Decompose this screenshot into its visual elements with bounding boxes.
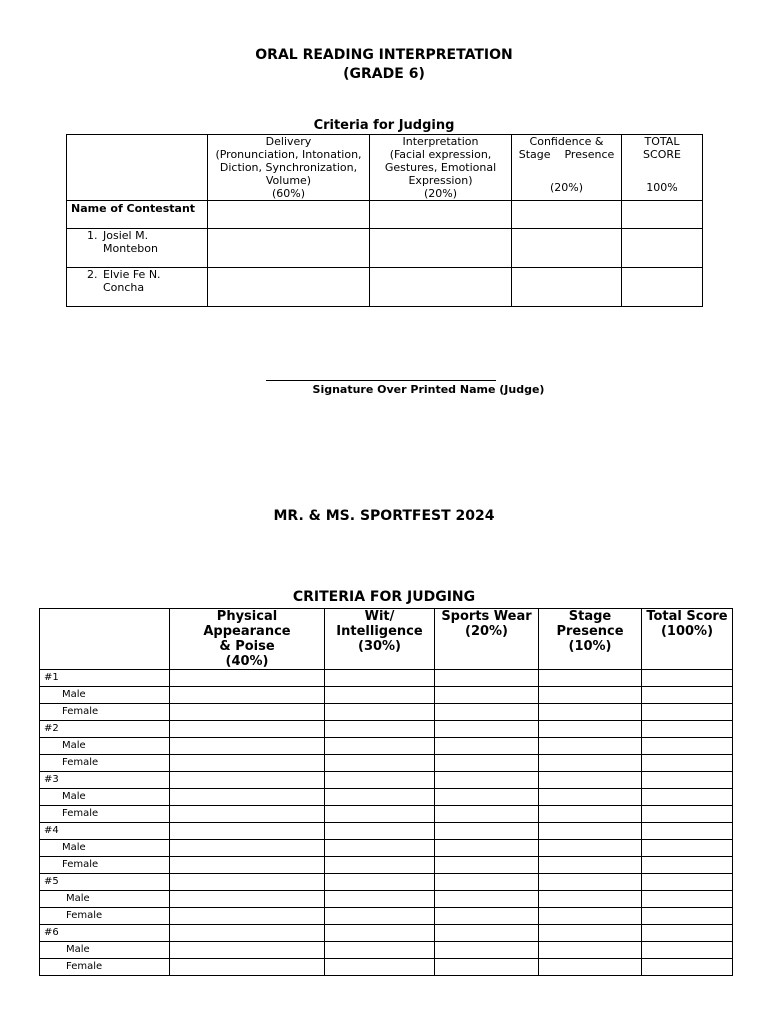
table-row: [40, 806, 733, 823]
score-cell[interactable]: [170, 789, 325, 806]
sportfest-header-row: [40, 609, 733, 670]
score-cell[interactable]: [539, 891, 642, 908]
header-text: Stage: [568, 609, 612, 624]
score-cell[interactable]: [170, 925, 325, 942]
score-cell[interactable]: [539, 857, 642, 874]
contestant-gender-label: Female: [40, 857, 170, 874]
table-row: [40, 840, 733, 857]
score-cell[interactable]: [512, 268, 622, 307]
score-cell[interactable]: [642, 840, 733, 857]
contestant-name-line: Concha: [103, 281, 145, 294]
contestant-name-line: Elvie Fe N.: [103, 268, 161, 281]
score-cell[interactable]: [435, 959, 539, 976]
score-cell[interactable]: [325, 908, 435, 925]
contestant-gender-label: Female: [40, 806, 170, 823]
contestant-gender-label: Male: [40, 840, 170, 857]
header-text: Gestures, Emotional: [384, 161, 497, 174]
score-cell[interactable]: [642, 806, 733, 823]
header-text: Appearance: [203, 624, 291, 639]
sportfest-criteria-table: [39, 608, 733, 976]
header-text: Intelligence: [336, 624, 423, 639]
score-cell[interactable]: [512, 201, 622, 229]
header-text: & Poise: [219, 639, 275, 654]
score-cell[interactable]: [325, 891, 435, 908]
score-cell[interactable]: [325, 959, 435, 976]
score-cell[interactable]: [642, 908, 733, 925]
pair-number-label: #2: [40, 721, 170, 738]
table-row: [40, 738, 733, 755]
contestant-name-line: Josiel M.: [103, 229, 149, 242]
interpretation-header: [370, 135, 512, 201]
score-cell[interactable]: [539, 687, 642, 704]
score-cell[interactable]: [539, 755, 642, 772]
score-cell[interactable]: [642, 738, 733, 755]
score-cell[interactable]: [539, 840, 642, 857]
header-text: (Pronunciation, Intonation,: [215, 148, 362, 161]
score-cell[interactable]: [170, 823, 325, 840]
total-score-header: [622, 135, 703, 201]
score-cell[interactable]: [642, 857, 733, 874]
score-cell[interactable]: [325, 823, 435, 840]
score-cell[interactable]: [370, 201, 512, 229]
sportfest-title: MR. & MS. SPORTFEST 2024: [273, 508, 495, 524]
header-text: (10%): [568, 639, 612, 654]
score-cell[interactable]: [170, 721, 325, 738]
score-cell[interactable]: [170, 704, 325, 721]
score-cell[interactable]: [170, 670, 325, 687]
score-cell[interactable]: [435, 806, 539, 823]
contestant-gender-label: Female: [40, 959, 170, 976]
table-row: [40, 721, 733, 738]
header-weight: 100%: [646, 181, 678, 194]
contestant-gender-label: Male: [40, 738, 170, 755]
contestant-gender-label: Male: [40, 687, 170, 704]
header-text: Interpretation: [402, 135, 479, 148]
criteria-title: Criteria for Judging: [313, 118, 455, 133]
contestant-number: 1.: [87, 229, 98, 242]
score-cell[interactable]: [435, 755, 539, 772]
score-cell[interactable]: [170, 908, 325, 925]
header-text: (Facial expression,: [389, 148, 492, 161]
score-cell[interactable]: [435, 840, 539, 857]
score-cell[interactable]: [642, 959, 733, 976]
contestant-number: 2.: [87, 268, 98, 281]
score-cell[interactable]: [539, 738, 642, 755]
blank-header-cell: [67, 135, 208, 201]
blank-header-cell: [40, 609, 170, 670]
header-text: (20%): [465, 624, 508, 639]
score-cell[interactable]: [642, 891, 733, 908]
table-row: [40, 670, 733, 687]
table-row: [40, 942, 733, 959]
score-cell[interactable]: [325, 874, 435, 891]
score-cell[interactable]: [170, 806, 325, 823]
score-cell[interactable]: [622, 268, 703, 307]
header-text: Sports Wear: [441, 609, 532, 624]
header-text: (40%): [225, 654, 269, 669]
contestant-gender-label: Male: [40, 789, 170, 806]
header-text: Confidence &: [529, 135, 604, 148]
pair-number-label: #5: [40, 874, 170, 891]
score-cell[interactable]: [325, 738, 435, 755]
score-cell[interactable]: [539, 925, 642, 942]
score-cell[interactable]: [170, 755, 325, 772]
contestant-name-cell: [67, 229, 208, 268]
score-cell[interactable]: [435, 704, 539, 721]
score-cell[interactable]: [325, 670, 435, 687]
contestant-gender-label: Male: [40, 891, 170, 908]
score-cell[interactable]: [435, 942, 539, 959]
pair-number-label: #3: [40, 772, 170, 789]
oral-reading-criteria-table: [66, 134, 703, 307]
score-cell[interactable]: [539, 942, 642, 959]
contestant-gender-label: Male: [40, 942, 170, 959]
score-cell[interactable]: [170, 959, 325, 976]
score-cell[interactable]: [325, 704, 435, 721]
score-cell[interactable]: [539, 806, 642, 823]
score-cell[interactable]: [170, 942, 325, 959]
contestant-gender-label: Female: [40, 704, 170, 721]
table-row: [40, 959, 733, 976]
score-cell[interactable]: [539, 670, 642, 687]
signature-line: [266, 380, 496, 381]
table-row: [40, 925, 733, 942]
score-cell[interactable]: [325, 721, 435, 738]
header-text: TOTAL: [644, 135, 680, 148]
oral-reading-title: [0, 46, 768, 84]
header-text: Wit/: [364, 609, 395, 624]
score-cell[interactable]: [325, 857, 435, 874]
header-text: (60%): [271, 187, 306, 200]
score-cell[interactable]: [370, 268, 512, 307]
wit-intelligence-header: [325, 609, 435, 670]
header-text: Volume): [265, 174, 312, 187]
score-cell[interactable]: [622, 229, 703, 268]
table-row: [40, 772, 733, 789]
score-cell[interactable]: [435, 874, 539, 891]
score-cell[interactable]: [539, 874, 642, 891]
score-cell[interactable]: [325, 840, 435, 857]
score-cell[interactable]: [208, 229, 370, 268]
score-cell[interactable]: [435, 908, 539, 925]
score-cell[interactable]: [208, 268, 370, 307]
stage-presence-header: [539, 609, 642, 670]
score-cell[interactable]: [325, 942, 435, 959]
header-text: Physical: [216, 609, 278, 624]
score-cell[interactable]: [622, 201, 703, 229]
score-cell[interactable]: [642, 755, 733, 772]
contestant-name-cell: [67, 268, 208, 307]
score-cell[interactable]: [170, 687, 325, 704]
score-cell[interactable]: [642, 823, 733, 840]
score-cell[interactable]: [170, 857, 325, 874]
score-cell[interactable]: [539, 772, 642, 789]
contestant-gender-label: Female: [40, 908, 170, 925]
contestant-row: [67, 229, 703, 268]
score-cell[interactable]: [170, 772, 325, 789]
score-cell[interactable]: [642, 772, 733, 789]
score-cell[interactable]: [325, 806, 435, 823]
score-cell[interactable]: [435, 772, 539, 789]
score-cell[interactable]: [370, 229, 512, 268]
score-cell[interactable]: [642, 925, 733, 942]
header-text: Delivery: [265, 135, 312, 148]
sportfest-rows: [40, 670, 733, 976]
score-cell[interactable]: [539, 908, 642, 925]
confidence-header: [512, 135, 622, 201]
criteria-header-row: [67, 135, 703, 201]
score-cell[interactable]: [539, 789, 642, 806]
score-cell[interactable]: [170, 840, 325, 857]
header-weight: (20%): [549, 181, 584, 194]
header-text: Expression): [408, 174, 473, 187]
score-cell[interactable]: [435, 670, 539, 687]
pair-number-label: #1: [40, 670, 170, 687]
signature-label: Signature Over Printed Name (Judge): [312, 383, 545, 396]
score-cell[interactable]: [435, 687, 539, 704]
score-cell[interactable]: [170, 874, 325, 891]
pair-number-label: #6: [40, 925, 170, 942]
total-score-header: [642, 609, 733, 670]
table-row: [40, 874, 733, 891]
header-text: (30%): [358, 639, 401, 654]
table-row: [40, 891, 733, 908]
score-cell[interactable]: [208, 201, 370, 229]
score-cell[interactable]: [642, 721, 733, 738]
table-row: [40, 857, 733, 874]
header-text: Total Score: [646, 609, 728, 624]
pair-number-label: #4: [40, 823, 170, 840]
header-text: (100%): [660, 624, 714, 639]
table-row: [40, 755, 733, 772]
score-cell[interactable]: [325, 687, 435, 704]
table-row: [40, 704, 733, 721]
contestant-gender-label: Female: [40, 755, 170, 772]
sportfest-criteria-title: CRITERIA FOR JUDGING: [292, 589, 476, 605]
contestant-name-line: Montebon: [103, 242, 158, 255]
header-text: (20%): [423, 187, 458, 200]
physical-appearance-header: [170, 609, 325, 670]
table-row: [40, 908, 733, 925]
header-text: Presence: [556, 624, 624, 639]
sports-wear-header: [435, 609, 539, 670]
score-cell[interactable]: [642, 670, 733, 687]
score-cell[interactable]: [642, 789, 733, 806]
score-cell[interactable]: [435, 823, 539, 840]
score-cell[interactable]: [435, 891, 539, 908]
score-cell[interactable]: [539, 704, 642, 721]
score-cell[interactable]: [435, 721, 539, 738]
header-text: SCORE: [643, 148, 681, 161]
header-text: Stage Presence: [518, 148, 615, 161]
score-cell[interactable]: [512, 229, 622, 268]
score-cell[interactable]: [325, 789, 435, 806]
score-cell[interactable]: [642, 874, 733, 891]
score-cell[interactable]: [435, 738, 539, 755]
score-cell[interactable]: [642, 704, 733, 721]
table-row: [40, 789, 733, 806]
score-cell[interactable]: [325, 772, 435, 789]
name-of-contestant-row: [67, 201, 703, 229]
score-cell[interactable]: [539, 959, 642, 976]
score-cell[interactable]: [642, 687, 733, 704]
score-cell[interactable]: [539, 823, 642, 840]
score-cell[interactable]: [539, 721, 642, 738]
table-row: [40, 687, 733, 704]
table-row: [40, 823, 733, 840]
score-cell[interactable]: [435, 789, 539, 806]
score-cell[interactable]: [435, 925, 539, 942]
score-cell[interactable]: [170, 891, 325, 908]
score-cell[interactable]: [435, 857, 539, 874]
delivery-header: [208, 135, 370, 201]
contestant-row: [67, 268, 703, 307]
title-line-1: ORAL READING INTERPRETATION: [255, 47, 513, 63]
score-cell[interactable]: [325, 925, 435, 942]
title-line-2: (GRADE 6): [343, 66, 425, 82]
score-cell[interactable]: [325, 755, 435, 772]
score-cell[interactable]: [642, 942, 733, 959]
name-of-contestant-label: Name of Contestant: [67, 201, 208, 229]
score-cell[interactable]: [170, 738, 325, 755]
header-text: Diction, Synchronization,: [219, 161, 358, 174]
